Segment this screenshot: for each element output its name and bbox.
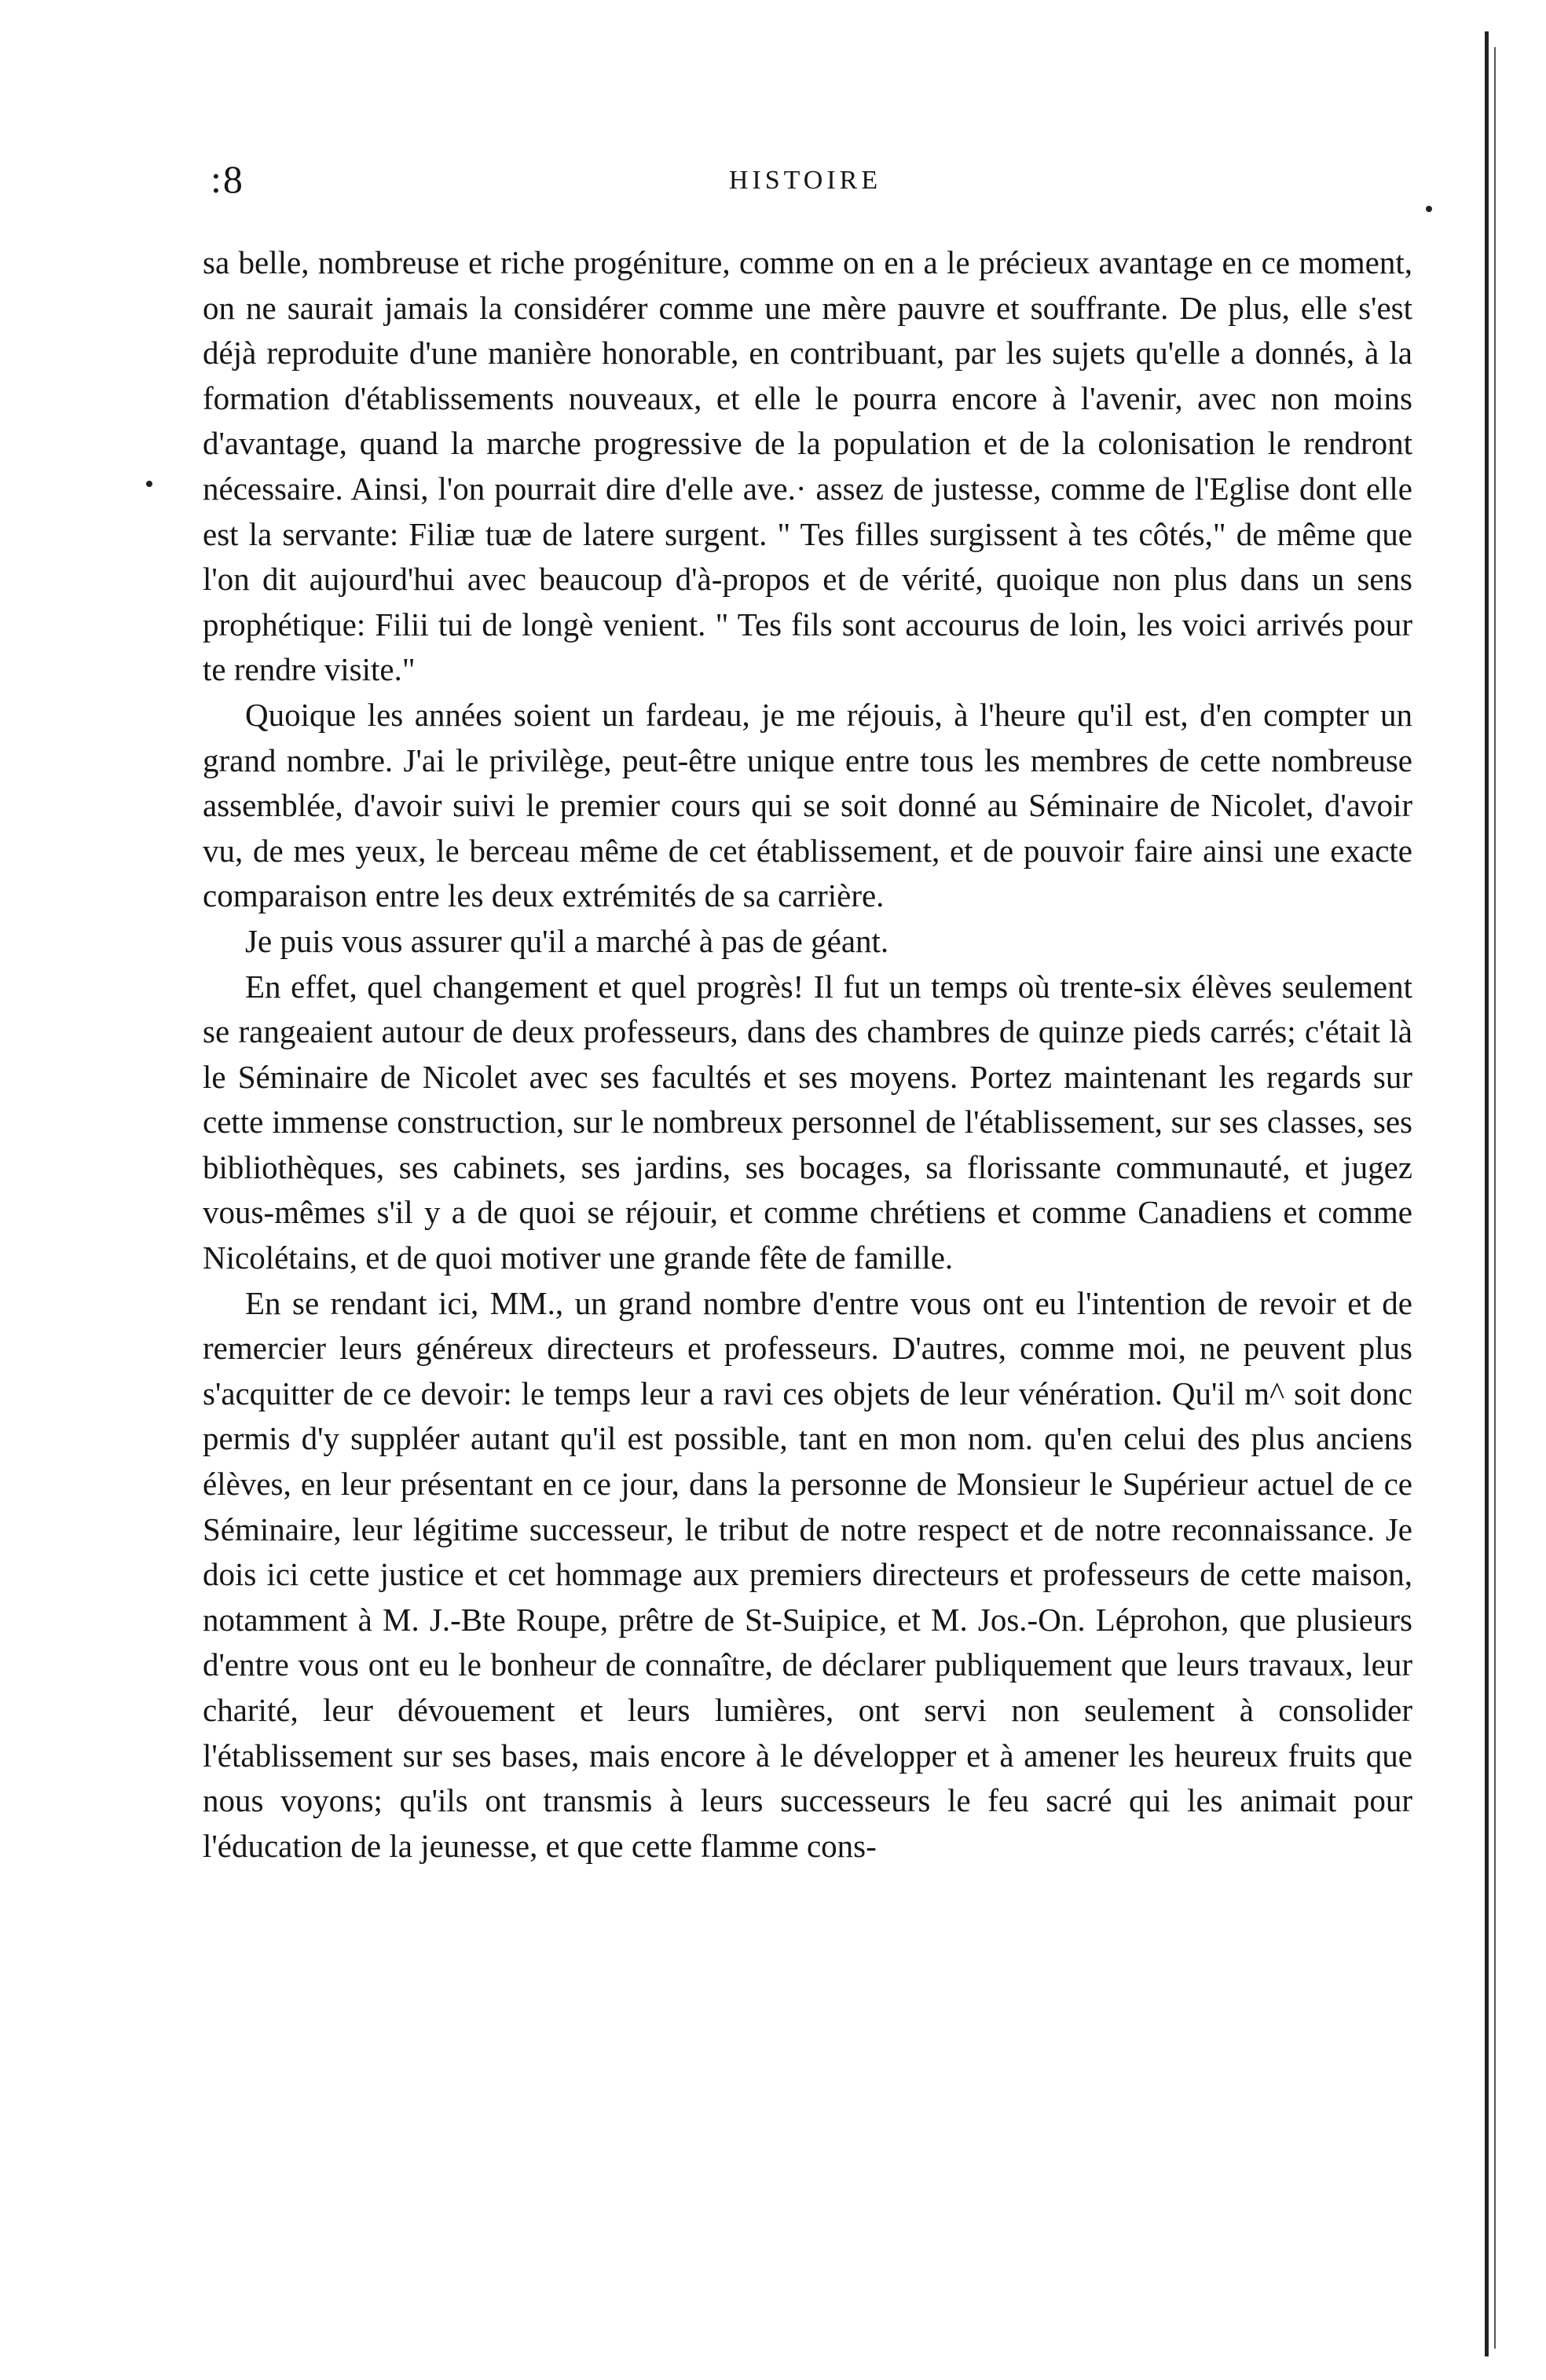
margin-speck <box>146 481 152 487</box>
margin-speck <box>1426 206 1432 212</box>
paragraph-3: Je puis vous assurer qu'il a marché à pas de géant. <box>245 922 889 959</box>
binding-edge-shadow <box>1494 47 1496 2349</box>
page-number: :8 <box>211 157 244 201</box>
body-text <box>203 240 1412 1869</box>
binding-edge-rule <box>1485 31 1489 2356</box>
paragraph-2: Quoique les années soient un fardeau, je me réjouis, à l'heure qu'il est, d'en compter un grand nombre. J'ai le privilège, peut-être unique entre tous les membres de cette nombreuse assemblée, d'avoir suivi le premier cours qui se soit donné au Séminaire de Nicolet, d'avoir vu, de mes yeux, le berceau même de cet établissement, et de pouvoir faire ainsi une exacte comparaison entre les deux extrémités de sa carrière. <box>203 696 1412 914</box>
paragraph-4: En effet, quel changement et quel progrès! Il fut un temps où trente-six élèves seulement se rangeaient autour de deux professeurs, dans des chambres de quinze pieds carrés; c'était là le Séminaire de Nicolet avec ses facultés et ses moyens. Portez maintenant les regards sur cette immense construction, sur le nombreux personnel de l'établissement, sur ses classes, ses bibliothèques, ses cabinets, ses jardins, ses bocages, sa florissante communauté, et jugez vous-mêmes s'il y a de quoi se réjouir, et comme chrétiens et comme Canadiens et comme Nicolétains, et de quoi motiver une grande fête de famille. <box>203 968 1412 1276</box>
running-title: HISTOIRE <box>728 166 882 195</box>
paragraph-5: En se rendant ici, MM., un grand nombre d'entre vous ont eu l'intention de revoir et de remercier leurs généreux directeurs et professeurs. D'autres, comme moi, ne peuvent plus s'acquitter de ce devoir: le temps leur a ravi ces objets de leur vénération. Qu'il m^ soit donc permis d'y suppléer autant qu'il est possible, tant en mon nom. qu'en celui des plus anciens élèves, en leur présentant en ce jour, dans la personne de Monsieur le Supérieur actuel de ce Séminaire, leur légitime successeur, le tribut de notre respect et de notre reconnaissance. Je dois ici cette justice et cet hommage aux premiers directeurs et professeurs de cette maison, notamment à M. J.-Bte Roupe, prêtre de St-Suipice, et M. Jos.-On. Léprohon, que plusieurs d'entre vous ont eu le bonheur de connaître, de déclarer publiquement que leurs travaux, leur charité, leur dévouement et leurs lumières, ont servi non seulement à consolider l'établissement sur ses bases, mais encore à le développer et à amener les heureux fruits que nous voyons; qu'ils ont transmis à leurs successeurs le feu sacré qui les animait pour l'éducation de la jeunesse, et que cette flamme cons- <box>203 1284 1412 1864</box>
page-header <box>198 156 1412 203</box>
paragraph-1: sa belle, nombreuse et riche progéniture, comme on en a le précieux avantage en ce moment, on ne saurait jamais la considérer comme une mère pauvre et souffrante. De plus, elle s'est déjà reproduite d'une manière honorable, en contribuant, par les sujets qu'elle a donnés, à la formation d'établissements nouveaux, et elle le pourra encore à l'avenir, avec non moins d'avantage, quand la marche progressive de la population et de la colonisation le rendront nécessaire. Ainsi, l'on pourrait dire d'elle ave.· assez de justesse, comme de l'Eglise dont elle est la servante: Filiæ tuæ de latere surgent. " Tes filles surgissent à tes côtés," de même que l'on dit aujourd'hui avec beaucoup d'à-propos et de vérité, quoique non plus dans un sens prophétique: Filii tui de longè venient. " Tes fils sont accourus de loin, les voici arrivés pour te rendre visite." <box>203 244 1412 688</box>
